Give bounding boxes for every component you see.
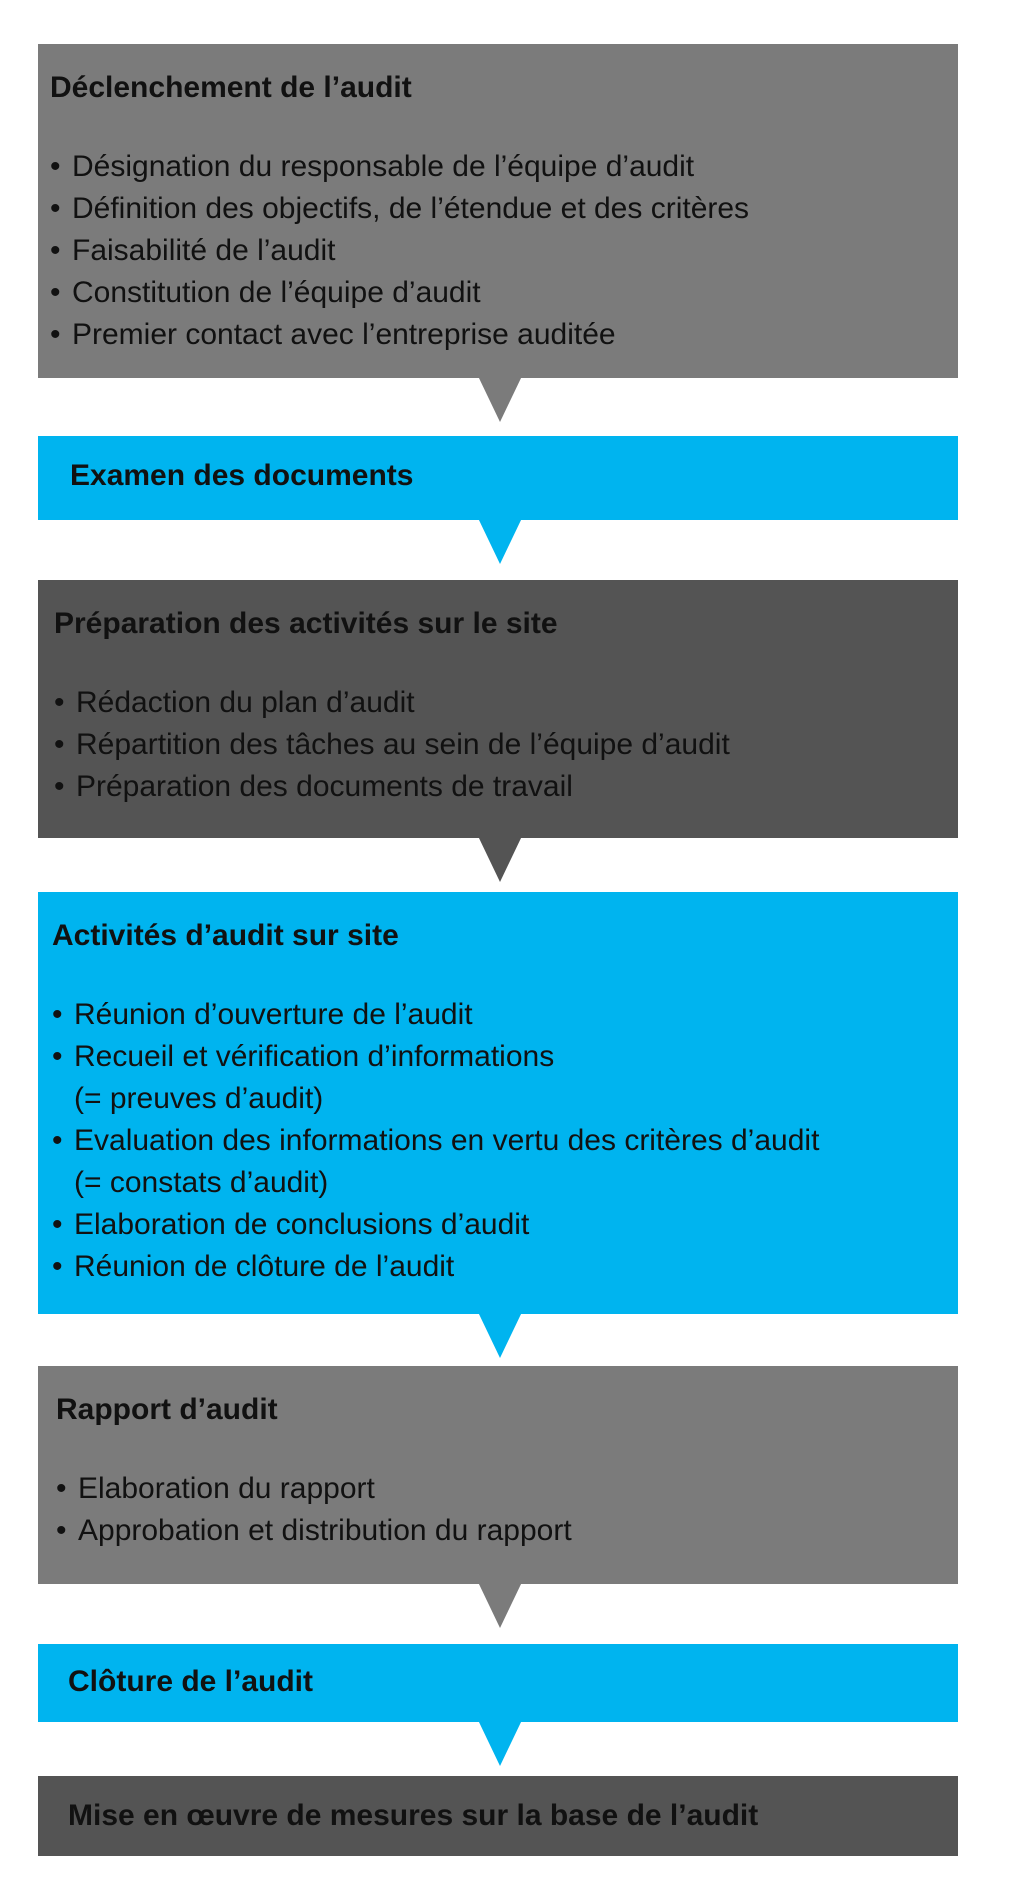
- list-item: • Rédaction du plan d’audit: [54, 686, 415, 719]
- step-item-list: [56, 1468, 958, 1552]
- step-onsite-audit-activities: [38, 892, 958, 1314]
- list-item: • Réunion d’ouverture de l’audit: [52, 998, 473, 1031]
- flow-arrow-down-icon: [478, 836, 522, 882]
- list-item: • Désignation du responsable de l’équipe d’audit: [50, 150, 695, 183]
- step-title: Préparation des activités sur le site: [54, 607, 558, 640]
- list-item: • Recueil et vérification d’informations: [52, 1040, 555, 1073]
- list-item: • Elaboration du rapport: [56, 1472, 375, 1505]
- flow-arrow-down-icon: [478, 1720, 522, 1766]
- list-item: • Elaboration de conclusions d’audit: [52, 1208, 530, 1241]
- step-title: Mise en œuvre de mesures sur la base de l’audit: [68, 1799, 759, 1832]
- list-item: • Réunion de clôture de l’audit: [52, 1250, 455, 1283]
- step-item-list: [50, 146, 958, 356]
- list-item: • Répartition des tâches au sein de l’équipe d’audit: [54, 728, 730, 761]
- list-item: • Préparation des documents de travail: [54, 770, 573, 803]
- list-item: • Faisabilité de l’audit: [50, 234, 336, 267]
- step-title: Déclenchement de l’audit: [50, 71, 412, 104]
- step-title: Examen des documents: [70, 459, 414, 492]
- step-follow-up-actions: [38, 1776, 958, 1856]
- step-onsite-preparation: [38, 580, 958, 838]
- list-item: • Définition des objectifs, de l’étendue et des critères: [50, 192, 750, 225]
- flow-arrow-down-icon: [478, 1312, 522, 1358]
- step-item-list: [54, 682, 958, 808]
- list-item: • Constitution de l’équipe d’audit: [50, 276, 481, 309]
- step-audit-report: [38, 1366, 958, 1584]
- list-item-continuation: (= preuves d’audit): [74, 1082, 324, 1115]
- list-item: • Approbation et distribution du rapport: [56, 1514, 572, 1547]
- step-item-list: [52, 994, 958, 1288]
- step-title: Clôture de l’audit: [68, 1665, 314, 1698]
- step-document-review: [38, 436, 958, 520]
- list-item: • Premier contact avec l’entreprise auditée: [50, 318, 616, 351]
- step-title: Activités d’audit sur site: [52, 919, 399, 952]
- list-item: • Evaluation des informations en vertu des critères d’audit: [52, 1124, 820, 1157]
- flow-arrow-down-icon: [478, 1582, 522, 1628]
- step-title: Rapport d’audit: [56, 1393, 278, 1426]
- flow-arrow-down-icon: [478, 518, 522, 564]
- list-item-continuation: (= constats d’audit): [74, 1166, 329, 1199]
- step-audit-closure: [38, 1644, 958, 1722]
- step-audit-initiation: [38, 44, 958, 378]
- flow-arrow-down-icon: [478, 376, 522, 422]
